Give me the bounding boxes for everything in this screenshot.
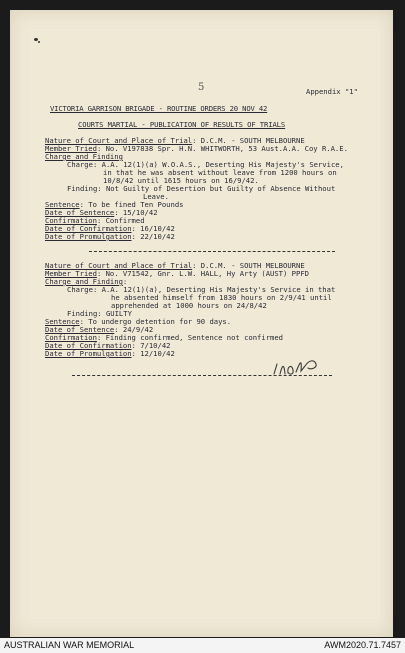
charge-line: he absented himself from 1830 hours on 2/9/41 until: [111, 293, 332, 302]
sentence-value: : To be fined Ten Pounds: [79, 200, 184, 209]
page-number-mark: 5: [198, 82, 205, 93]
charge-line: apprehended at 1000 hours on 24/8/42: [111, 301, 267, 310]
section-divider: [89, 251, 335, 252]
footer-institution: AUSTRALIAN WAR MEMORIAL: [4, 640, 135, 650]
charge-finding-label: Charge and Finding: [45, 152, 123, 161]
member-value: : No. V71542, Gnr. L.W. HALL, Hy Arty (AUST) PPFD: [96, 269, 309, 278]
date-of-confirmation-label: Date of Confirmation: [45, 341, 132, 350]
section-divider: [72, 375, 332, 376]
sentence-value: : To undergo detention for 90 days.: [79, 317, 232, 326]
date-of-sentence-label: Date of Sentence: [45, 208, 115, 217]
sentence-label: Sentence: [45, 200, 80, 209]
finding-line: Leave.: [143, 192, 169, 201]
date-of-promulgation-label: Date of Promulgation: [45, 232, 132, 241]
confirmation-value: : Confirmed: [96, 216, 145, 225]
court-value: : D.C.M. - SOUTH MELBOURNE: [192, 136, 305, 145]
charge-line: in that he was absent without leave from 1200 hours on: [103, 168, 337, 177]
document-page: [10, 10, 393, 637]
court-label: Nature of Court and Place of Trial: [45, 261, 193, 270]
appendix-label: Appendix "1": [306, 87, 358, 96]
court-label: Nature of Court and Place of Trial: [45, 136, 193, 145]
confirmation-label: Confirmation: [45, 333, 97, 342]
member-label: Member Tried: [45, 269, 97, 278]
date-of-sentence-value: : 24/9/42: [114, 325, 154, 334]
date-of-confirmation-label: Date of Confirmation: [45, 224, 132, 233]
document-heading: VICTORIA GARRISON BRIGADE - ROUTINE ORDERS 20 NOV 42: [50, 104, 268, 113]
footer-accession-number: AWM2020.71.7457: [324, 640, 401, 650]
member-label: Member Tried: [45, 144, 97, 153]
date-of-promulgation-label: Date of Promulgation: [45, 349, 132, 358]
finding-line: Finding: Not Guilty of Desertion but Guilty of Absence Without: [67, 184, 336, 193]
confirmation-label: Confirmation: [45, 216, 97, 225]
date-of-sentence-label: Date of Sentence: [45, 325, 115, 334]
charge-finding-label: Charge and Finding: [45, 277, 123, 286]
charge-line: 10/8/42 until 1615 hours on 16/9/42.: [103, 176, 259, 185]
ink-speck: [38, 41, 40, 43]
sentence-label: Sentence: [45, 317, 80, 326]
finding-line: Finding: GUILTY: [67, 309, 132, 318]
date-of-confirmation-value: : 7/10/42: [131, 341, 171, 350]
date-of-promulgation-value: : 22/10/42: [131, 232, 175, 241]
charge-finding-colon: :: [122, 277, 128, 286]
charge-line: Charge: A.A. 12(1)(a) W.O.A.S., Deserting His Majesty's Service,: [67, 160, 344, 169]
date-of-promulgation-value: : 12/10/42: [131, 349, 175, 358]
document-subheading: COURTS MARTIAL - PUBLICATION OF RESULTS OF TRIALS: [78, 120, 286, 129]
court-value: : D.C.M. - SOUTH MELBOURNE: [192, 261, 305, 270]
confirmation-value: : Finding confirmed, Sentence not confirmed: [96, 333, 284, 342]
date-of-sentence-value: : 15/10/42: [114, 208, 158, 217]
archive-footer: [0, 638, 405, 653]
member-value: : No. V197838 Spr. H.N. WHITWORTH, 53 Aust.A.A. Coy R.A.E.: [96, 144, 348, 153]
date-of-confirmation-value: : 16/10/42: [131, 224, 175, 233]
charge-line: Charge: A.A. 12(1)(a), Deserting His Majesty's Service in that: [67, 285, 336, 294]
